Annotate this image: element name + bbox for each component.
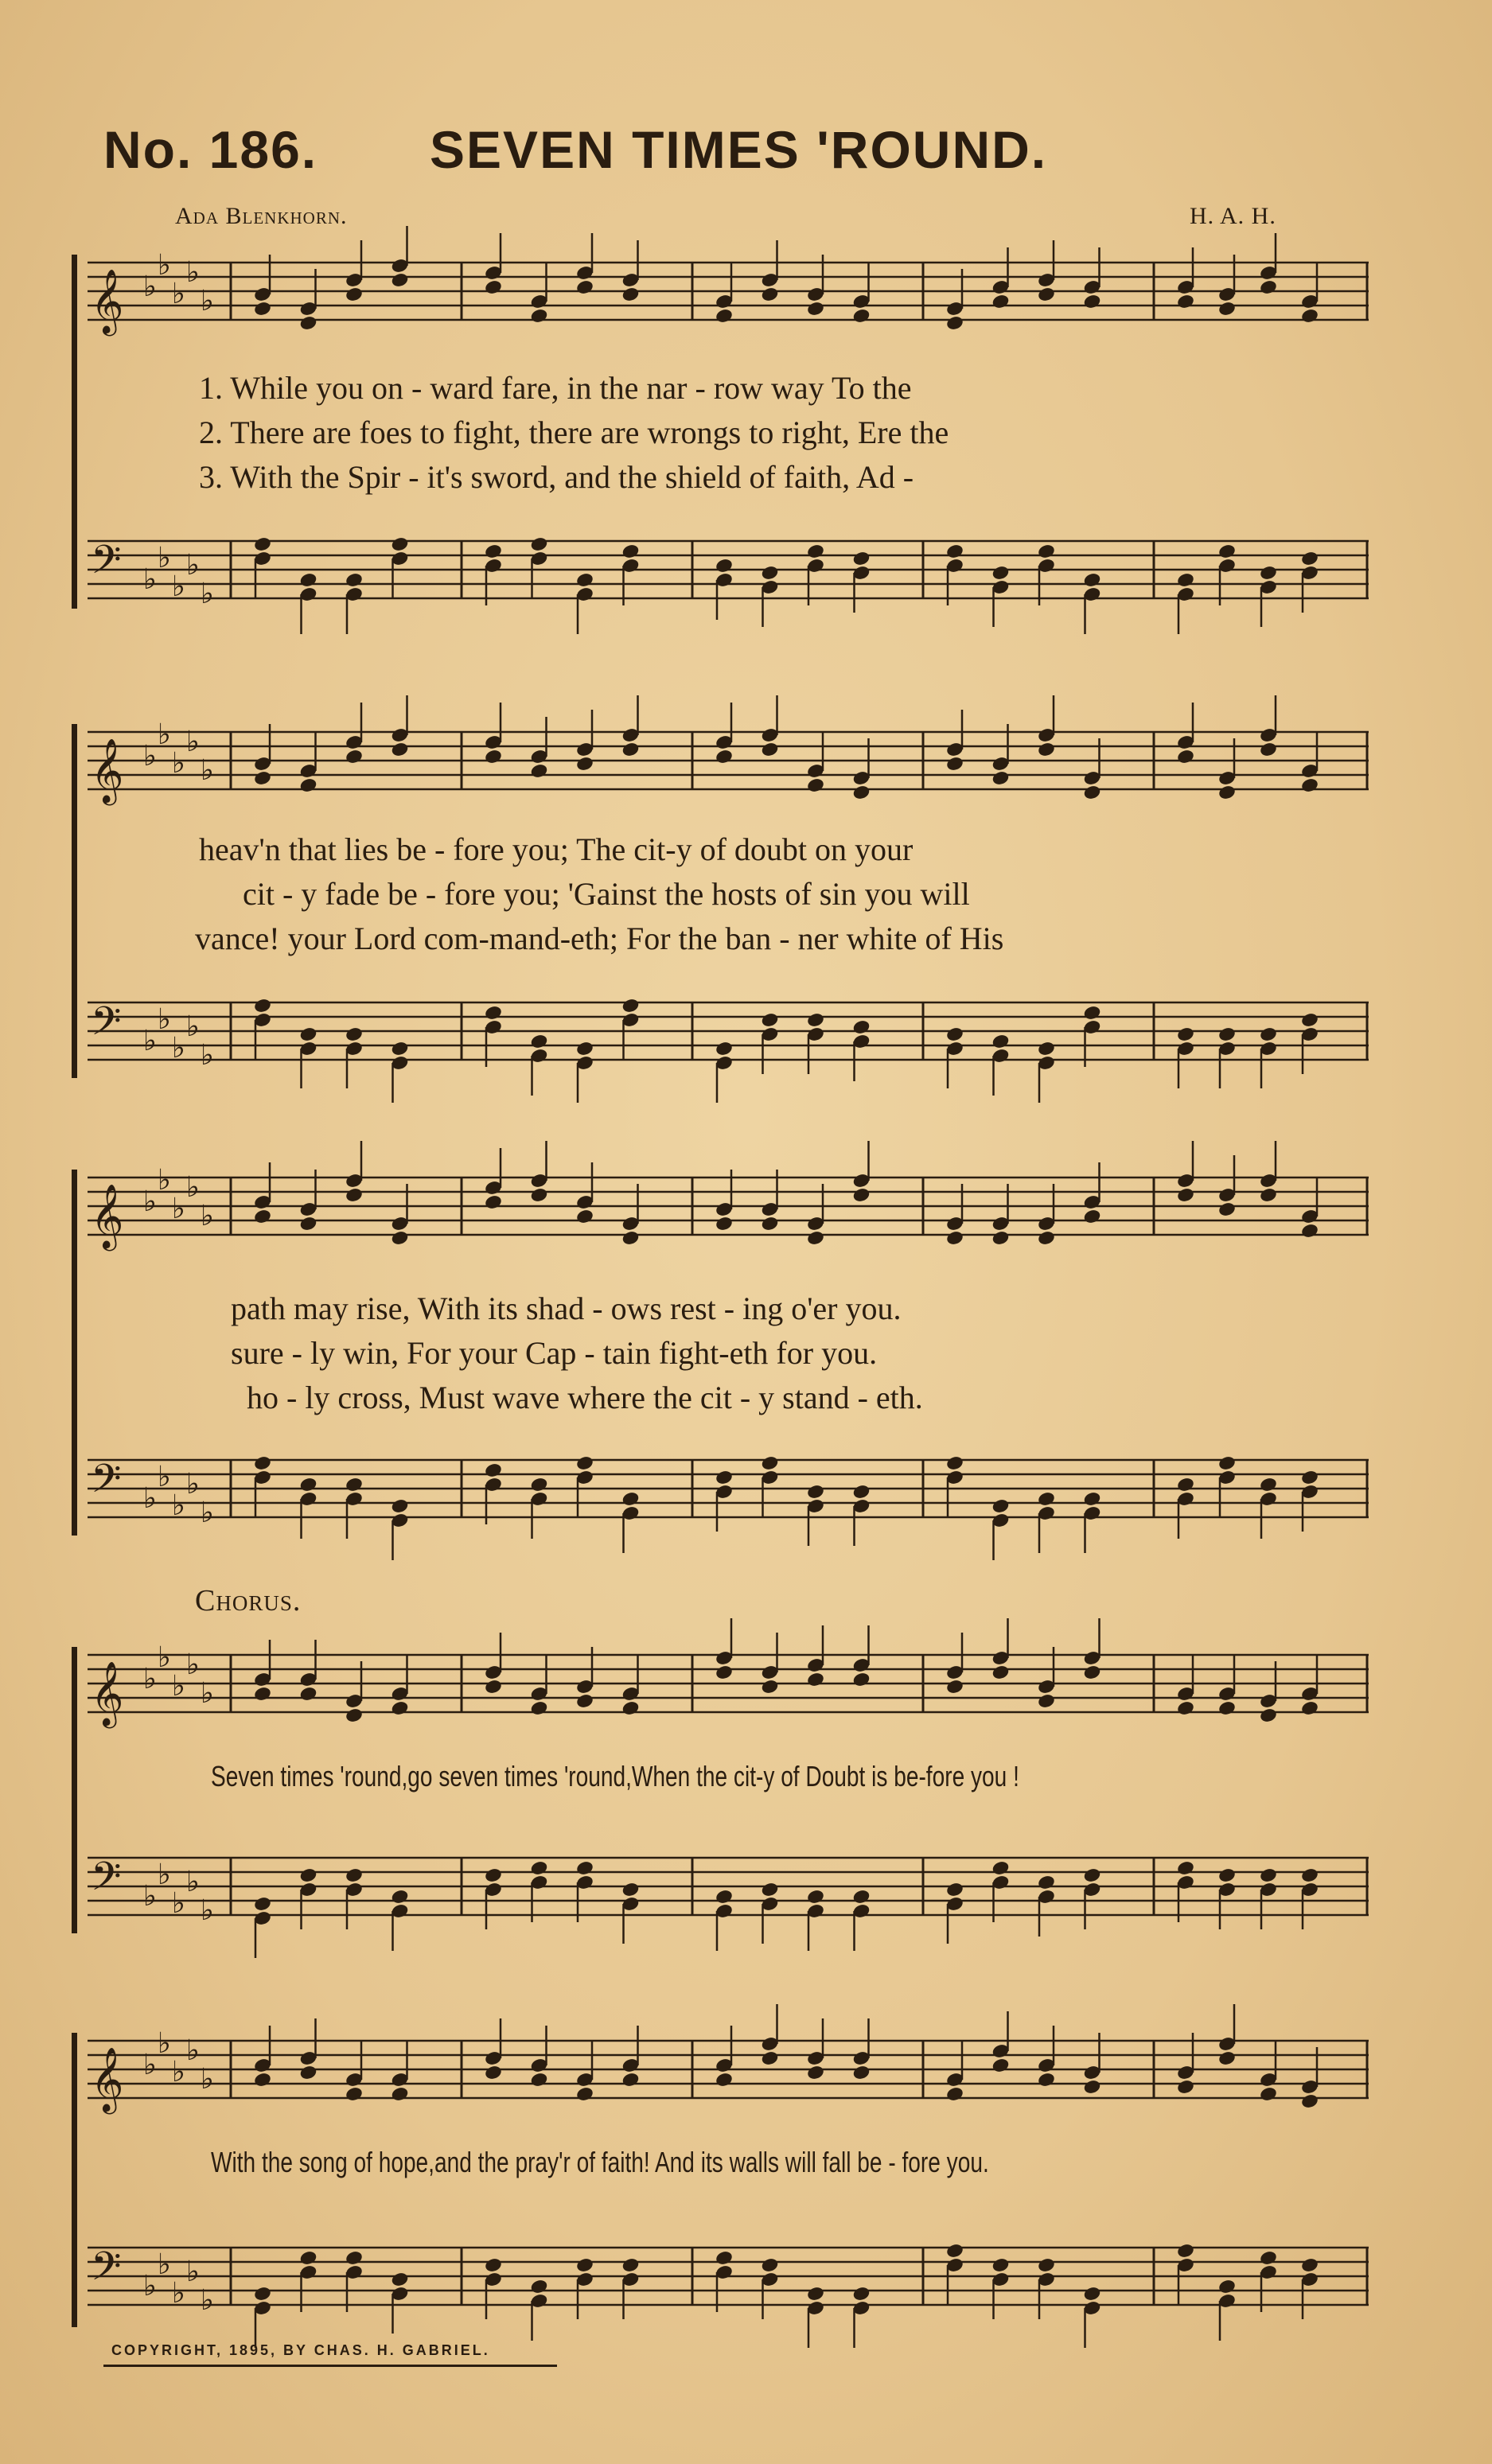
note-head [391, 1889, 410, 1905]
note-head [761, 565, 780, 582]
note-head [1176, 294, 1195, 310]
bass-clef-icon: 𝄢 [91, 537, 122, 593]
note-head [852, 1889, 871, 1905]
flat-icon: ♭ [172, 1193, 185, 1225]
note-head [484, 1194, 503, 1211]
note-head [1300, 1469, 1319, 1486]
note-head [1259, 1187, 1278, 1204]
flat-icon: ♭ [158, 249, 171, 282]
note-head [1176, 2079, 1195, 2096]
flat-icon: ♭ [186, 2256, 200, 2288]
note-head [1037, 1230, 1056, 1247]
note-head [575, 279, 594, 296]
flat-icon: ♭ [158, 2248, 171, 2281]
note-head [345, 1187, 364, 1204]
note-head [1217, 784, 1237, 801]
note-head [1176, 1700, 1195, 1717]
note-head [1037, 543, 1056, 560]
note-head [1083, 1664, 1102, 1681]
note-head [299, 1477, 318, 1493]
system-bracket [72, 255, 77, 609]
flat-icon: ♭ [201, 1894, 214, 1927]
flat-icon: ♭ [186, 1010, 200, 1043]
note-head [1037, 1693, 1056, 1710]
note-head [345, 1867, 364, 1884]
note-head [945, 1882, 964, 1898]
note-head [715, 1664, 734, 1681]
treble-clef-icon: 𝄞 [91, 1183, 124, 1248]
treble-staff [88, 249, 1369, 333]
flat-icon: ♭ [201, 1497, 214, 1529]
note-head [1037, 2072, 1056, 2088]
flat-icon: ♭ [158, 1461, 171, 1493]
verse-1-line-1: 1. While you on - ward fare, in the nar - row way To the [199, 370, 912, 406]
note-head [991, 770, 1011, 787]
note-head [299, 572, 318, 589]
note-head [1217, 1026, 1237, 1043]
note-head [991, 1860, 1011, 1877]
flat-icon: ♭ [158, 2027, 171, 2060]
flat-icon: ♭ [158, 1641, 171, 1674]
bass-clef-icon: 𝄢 [91, 1456, 122, 1512]
note-head [715, 1469, 734, 1486]
note-head [761, 286, 780, 303]
note-head [761, 742, 780, 758]
hymn-number: No. 186. [103, 120, 318, 179]
note-head [345, 749, 364, 765]
note-head [806, 777, 825, 794]
note-head [806, 301, 825, 317]
note-head [530, 1860, 549, 1877]
note-head [575, 1860, 594, 1877]
note-head [1259, 1867, 1278, 1884]
note-head [391, 2086, 410, 2103]
flat-icon: ♭ [186, 1866, 200, 1898]
note-head [715, 1216, 734, 1232]
note-head [1176, 749, 1195, 765]
note-head [715, 1889, 734, 1905]
note-head [345, 572, 364, 589]
note-head [621, 543, 641, 560]
note-head [484, 279, 503, 296]
note-head [715, 308, 734, 325]
note-head [621, 2257, 641, 2274]
flat-icon: ♭ [201, 754, 214, 787]
bass-staff [88, 1452, 1369, 1528]
treble-clef-icon: 𝄞 [91, 268, 124, 333]
note-head [621, 1230, 641, 1247]
chorus-line-1: Seven times 'round,go seven times 'round,When the cit-y of Doubt is be-fore you ! [211, 1760, 1019, 1793]
note-head [530, 1187, 549, 1204]
note-head [1037, 1874, 1056, 1891]
flat-icon: ♭ [172, 570, 185, 603]
flat-icon: ♭ [186, 726, 200, 758]
note-head [621, 1882, 641, 1898]
note-head [345, 1477, 364, 1493]
note-head [852, 1019, 871, 1036]
note-head [852, 308, 871, 325]
note-head [253, 1896, 272, 1913]
verse-3-line-3: ho - ly cross, Must wave where the cit - y stand - eth. [247, 1380, 923, 1415]
note-head [1083, 2286, 1102, 2302]
verse-2-line-1: 2. There are foes to fight, there are wrongs to right, Ere the [199, 415, 949, 450]
note-head [806, 2065, 825, 2081]
flat-icon: ♭ [158, 1859, 171, 1891]
note-head [991, 294, 1011, 310]
flat-icon: ♭ [172, 1489, 185, 1522]
bass-staff [88, 533, 1369, 609]
note-head [484, 1679, 503, 1695]
note-head [852, 2065, 871, 2081]
note-head [761, 1882, 780, 1898]
note-head [852, 2286, 871, 2302]
bass-clef-icon: 𝄢 [91, 998, 122, 1054]
note-head [484, 749, 503, 765]
note-head [1259, 2086, 1278, 2103]
note-head [715, 749, 734, 765]
note-head [1300, 308, 1319, 325]
note-head [945, 2243, 964, 2260]
note-head [575, 2086, 594, 2103]
flat-icon: ♭ [201, 285, 214, 317]
composer-credit: H. A. H. [1190, 203, 1276, 229]
note-head [345, 2250, 364, 2267]
note-head [391, 1498, 410, 1515]
note-head [484, 1867, 503, 1884]
note-head [1259, 742, 1278, 758]
flat-icon: ♭ [201, 1677, 214, 1710]
note-head [715, 2072, 734, 2088]
note-head [621, 1491, 641, 1508]
system-bracket [72, 1170, 77, 1536]
flat-icon: ♭ [143, 271, 157, 303]
note-head [1083, 1491, 1102, 1508]
music-system-4 [72, 1639, 1369, 1941]
note-head [484, 2257, 503, 2274]
note-head [253, 2286, 272, 2302]
note-head [945, 1230, 964, 1247]
note-head [575, 756, 594, 773]
chorus-line-2: With the song of hope,and the pray'r of faith! And its walls will fall be - fore you. [211, 2146, 989, 2178]
treble-staff [88, 1641, 1369, 1726]
note-head [945, 543, 964, 560]
bass-staff [88, 995, 1369, 1070]
note-head [391, 272, 410, 289]
flat-icon: ♭ [143, 563, 157, 596]
note-head [345, 2086, 364, 2103]
music-system-3 [72, 1154, 1369, 1536]
verse-3-line-2: vance! your Lord com-mand-eth; For the ban - ner white of His [195, 921, 1004, 956]
note-head [299, 1686, 318, 1703]
note-head [806, 543, 825, 560]
treble-staff [88, 718, 1369, 803]
note-head [391, 2271, 410, 2288]
note-head [945, 315, 964, 332]
note-head [575, 2257, 594, 2274]
flat-icon: ♭ [143, 2270, 157, 2302]
flat-icon: ♭ [201, 1200, 214, 1232]
system-bracket [72, 1647, 77, 1933]
note-head [1259, 1707, 1278, 1724]
note-head [575, 572, 594, 589]
flat-icon: ♭ [186, 1649, 200, 1681]
flat-icon: ♭ [143, 1880, 157, 1913]
note-head [991, 1230, 1011, 1247]
verse-2-line-2: cit - y fade be - fore you; 'Gainst the hosts of sin you will [243, 876, 970, 912]
treble-clef-icon: 𝄞 [91, 1660, 124, 1726]
note-head [575, 1041, 594, 1057]
note-head [715, 558, 734, 574]
note-head [391, 742, 410, 758]
note-head [852, 551, 871, 567]
note-head [391, 1230, 410, 1247]
note-head [530, 1033, 549, 1050]
note-head [345, 286, 364, 303]
flat-icon: ♭ [158, 1003, 171, 1036]
note-head [761, 2050, 780, 2067]
note-head [484, 543, 503, 560]
note-head [945, 1455, 964, 1472]
note-head [621, 742, 641, 758]
note-head [761, 1455, 780, 1472]
note-head [484, 1462, 503, 1479]
note-head [1037, 1491, 1056, 1508]
flat-icon: ♭ [143, 1663, 157, 1695]
note-head [391, 1700, 410, 1717]
note-head [1037, 742, 1056, 758]
note-head [1300, 2093, 1319, 2110]
flat-icon: ♭ [186, 1171, 200, 1204]
flat-icon: ♭ [143, 1482, 157, 1515]
note-head [530, 763, 549, 780]
treble-clef-icon: 𝄞 [91, 2046, 124, 2112]
note-head [253, 770, 272, 787]
note-head [1176, 1477, 1195, 1493]
note-head [1259, 565, 1278, 582]
flat-icon: ♭ [158, 542, 171, 574]
note-head [391, 1041, 410, 1057]
note-head [575, 1209, 594, 1225]
note-head [530, 2279, 549, 2295]
copyright-notice: COPYRIGHT, 1895, BY CHAS. H. GABRIEL. [111, 2342, 490, 2358]
note-head [253, 301, 272, 317]
flat-icon: ♭ [172, 2056, 185, 2088]
note-head [253, 1455, 272, 1472]
note-head [484, 2065, 503, 2081]
flat-icon: ♭ [158, 1164, 171, 1197]
bass-staff [88, 1850, 1369, 1925]
note-head [253, 998, 272, 1014]
flat-icon: ♭ [201, 578, 214, 610]
note-head [299, 2065, 318, 2081]
chorus-label: Chorus. [195, 1584, 302, 1617]
note-head [991, 1033, 1011, 1050]
note-head [1300, 1700, 1319, 1717]
system-bracket [72, 724, 77, 1078]
note-head [1217, 301, 1237, 317]
note-head [991, 1664, 1011, 1681]
bass-clef-icon: 𝄢 [91, 1854, 122, 1909]
note-head [575, 1693, 594, 1710]
note-head [1037, 2257, 1056, 2274]
note-head [1176, 2243, 1195, 2260]
note-head [1259, 1477, 1278, 1493]
note-head [345, 1026, 364, 1043]
note-head [1083, 2079, 1102, 2096]
music-system-1 [72, 239, 1369, 613]
note-head [530, 1700, 549, 1717]
note-head [761, 1216, 780, 1232]
note-head [299, 1867, 318, 1884]
note-head [1300, 2257, 1319, 2274]
note-head [806, 1012, 825, 1029]
note-head [806, 1672, 825, 1688]
note-head [1217, 1455, 1237, 1472]
note-head [530, 1477, 549, 1493]
note-head [1217, 543, 1237, 560]
note-head [1217, 2279, 1237, 2295]
note-head [253, 536, 272, 553]
note-head [1217, 1201, 1237, 1218]
note-head [991, 2257, 1011, 2274]
note-head [530, 308, 549, 325]
note-head [1300, 1223, 1319, 1240]
flat-icon: ♭ [143, 740, 157, 773]
flat-icon: ♭ [143, 1185, 157, 1218]
note-head [621, 998, 641, 1014]
note-head [1176, 1026, 1195, 1043]
flat-icon: ♭ [143, 2049, 157, 2081]
note-head [1217, 2050, 1237, 2067]
note-head [761, 2257, 780, 2274]
note-head [806, 1230, 825, 1247]
treble-staff [88, 2027, 1369, 2112]
flat-icon: ♭ [143, 1025, 157, 1057]
note-head [299, 2250, 318, 2267]
note-head [852, 784, 871, 801]
verse-2-line-3: sure - ly win, For your Cap - tain fight-eth for you. [231, 1335, 878, 1371]
music-system-2 [72, 708, 1369, 1082]
hymn-title: SEVEN TIMES 'ROUND. [430, 120, 1048, 179]
note-head [1217, 1700, 1237, 1717]
note-head [530, 2072, 549, 2088]
note-head [299, 777, 318, 794]
note-head [1083, 294, 1102, 310]
note-head [391, 536, 410, 553]
note-head [991, 1498, 1011, 1515]
note-head [991, 2057, 1011, 2074]
note-head [761, 1012, 780, 1029]
note-head [1083, 572, 1102, 589]
copyright-rule [103, 2365, 557, 2367]
note-head [945, 1679, 964, 1695]
note-head [253, 2072, 272, 2088]
flat-icon: ♭ [172, 1670, 185, 1703]
note-head [1176, 1187, 1195, 1204]
note-head [299, 1026, 318, 1043]
note-head [991, 565, 1011, 582]
note-head [253, 1686, 272, 1703]
note-head [299, 315, 318, 332]
note-head [484, 1005, 503, 1022]
verse-1-line-2: heav'n that lies be - fore you; The cit-y of doubt on your [199, 831, 914, 867]
flat-icon: ♭ [158, 718, 171, 751]
note-head [1176, 1860, 1195, 1877]
note-head [1083, 1867, 1102, 1884]
note-head [945, 2086, 964, 2103]
note-head [852, 1672, 871, 1688]
note-head [1083, 1209, 1102, 1225]
flat-icon: ♭ [201, 2284, 214, 2317]
note-head [1300, 1012, 1319, 1029]
note-head [1259, 2250, 1278, 2267]
bass-staff [88, 2240, 1369, 2315]
note-head [621, 286, 641, 303]
note-head [945, 756, 964, 773]
note-head [621, 2072, 641, 2088]
flat-icon: ♭ [201, 2063, 214, 2096]
note-head [575, 1455, 594, 1472]
flat-icon: ♭ [172, 1032, 185, 1065]
note-head [945, 1026, 964, 1043]
note-head [1037, 1041, 1056, 1057]
treble-staff [88, 1164, 1369, 1248]
note-head [530, 536, 549, 553]
treble-clef-icon: 𝄞 [91, 738, 124, 803]
flat-icon: ♭ [186, 1468, 200, 1501]
note-head [715, 1041, 734, 1057]
note-head [715, 2250, 734, 2267]
flat-icon: ♭ [172, 278, 185, 310]
flat-icon: ♭ [201, 1039, 214, 1072]
hymn-heading [103, 119, 1393, 180]
lyricist-credit: Ada Blenkhorn. [175, 203, 348, 229]
note-head [621, 1700, 641, 1717]
note-head [1259, 1026, 1278, 1043]
music-system-5 [72, 2025, 1369, 2327]
note-head [1259, 279, 1278, 296]
system-bracket [72, 2033, 77, 2327]
note-head [1176, 572, 1195, 589]
note-head [806, 1889, 825, 1905]
note-head [1083, 784, 1102, 801]
verse-1-line-3: path may rise, With its shad - ows rest - ing o'er you. [231, 1290, 902, 1326]
bass-clef-icon: 𝄢 [91, 2244, 122, 2299]
note-head [806, 2286, 825, 2302]
flat-icon: ♭ [172, 2277, 185, 2310]
note-head [1217, 1867, 1237, 1884]
verse-3-line-1: 3. With the Spir - it's sword, and the shield of faith, Ad - [199, 459, 914, 495]
flat-icon: ♭ [172, 747, 185, 780]
note-head [852, 1187, 871, 1204]
flat-icon: ♭ [186, 2034, 200, 2067]
flat-icon: ♭ [186, 549, 200, 582]
flat-icon: ♭ [172, 1887, 185, 1920]
note-head [806, 1484, 825, 1501]
note-head [1037, 286, 1056, 303]
note-head [345, 1707, 364, 1724]
note-head [1300, 777, 1319, 794]
note-head [299, 1216, 318, 1232]
note-head [1300, 1867, 1319, 1884]
note-head [761, 1679, 780, 1695]
note-head [1083, 1005, 1102, 1022]
flat-icon: ♭ [186, 256, 200, 289]
note-head [852, 1484, 871, 1501]
note-head [1300, 551, 1319, 567]
note-head [253, 1209, 272, 1225]
